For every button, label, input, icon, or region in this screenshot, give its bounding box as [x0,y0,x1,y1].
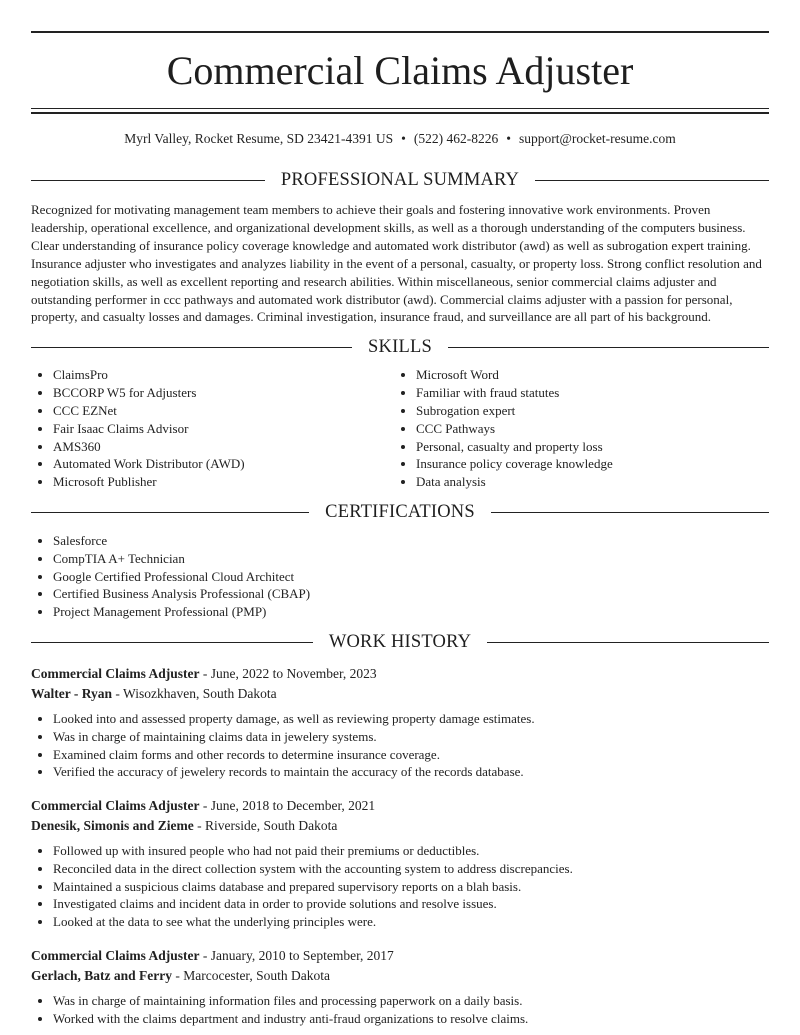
job-dates: January, 2010 to September, 2017 [210,948,394,964]
skill-item: • Microsoft Word [416,366,757,384]
job-location: Wisozkhaven, South Dakota [123,685,277,701]
job-entry [31,796,769,931]
skills-columns [31,366,769,491]
certification-item: • Google Certified Professional Cloud Architect [53,568,769,586]
job-company: Gerlach, Batz and Ferry [31,968,172,984]
job-company-line: Denesik, Simonis and Zieme - Riverside, South Dakota [31,818,338,834]
title-double-rule [31,108,769,114]
summary-text: Recognized for motivating management team members to achieve their goals and fostering innovative work environments. Proven leadership, operational excellence, and organizational development skills, as well as a thorough understanding of the computers business. Clear understanding of insurance policy coverage knowledge and automated work distributor (awd) as well as subrogation expert training. Insurance adjuster who investigates and analyzes liability in the event of a personal, casualty, or property loss. Strong conflict resolution and negotiation skills, as well as excellent reporting and research abilities. Within miscellaneous, senior commercial claims adjuster and outstanding performer in ccc pathways and automated work distributor (awd). Commercial claims adjuster with a passion for personal, property, and casualty losses and damages. Criminal investigation, insurance fraud, and surveillance are all part of his background. [31,202,762,325]
job-bullet: • Was in charge of maintaining claims data in jewelery systems. [53,728,769,746]
job-bullet: • Worked with the claims department and industry anti-fraud organizations to resolve claims. [53,1010,769,1028]
job-bullet: • Investigated claims and incident data in order to provide solutions and resolve issues. [53,895,769,913]
skills-list-right [394,366,757,491]
job-location: Marcocester, South Dakota [183,968,331,984]
job-company-line: Walter - Ryan - Wisozkhaven, South Dakota [31,685,277,701]
skill-item: • Automated Work Distributor (AWD) [53,455,394,473]
summary-heading-label: PROFESSIONAL SUMMARY [280,169,520,190]
job-title: Commercial Claims Adjuster [31,665,200,681]
contact-separator: • [506,131,511,146]
job-bullet: • Reconciled data in the direct collection system with the accounting system to address discrepancies. [53,860,769,878]
job-bullets [31,992,769,1028]
job-location: Riverside, South Dakota [205,818,338,834]
job-title: Commercial Claims Adjuster [31,798,200,814]
job-bullet: • Examined claim forms and other records to determine insurance coverage. [53,746,769,764]
job-title-line: Commercial Claims Adjuster - June, 2022 to November, 2023 [31,665,377,681]
certification-item: • Project Management Professional (PMP) [53,603,769,621]
job-company: Denesik, Simonis and Zieme [31,818,194,834]
skill-item: • Fair Isaac Claims Advisor [53,420,394,438]
job-bullet: • Verified the accuracy of jewelery records to maintain the accuracy of the records database. [53,763,769,781]
job-entry [31,664,769,781]
skill-item: • CCC Pathways [416,420,757,438]
certifications-heading [31,501,769,525]
work-history-heading [31,631,769,655]
contact-separator: • [401,131,406,146]
skills-heading [31,335,769,359]
certification-item: • Salesforce [53,532,769,550]
heading-rule [31,347,352,348]
job-title-line: Commercial Claims Adjuster - January, 2010 to September, 2017 [31,948,394,964]
resume-title: Commercial Claims Adjuster [166,48,634,93]
skill-item: • Subrogation expert [416,402,757,420]
skill-item: • BCCORP W5 for Adjusters [53,384,394,402]
job-dates: June, 2022 to November, 2023 [210,665,377,681]
skill-item: • Microsoft Publisher [53,473,394,491]
skill-item: • Personal, casualty and property loss [416,438,757,456]
job-bullet: • Maintained a suspicious claims database and prepared supervisory reports on a blah basis. [53,878,769,896]
heading-rule [448,347,769,348]
skills-heading-label: SKILLS [368,336,432,357]
job-company-line: Gerlach, Batz and Ferry - Marcocester, South Dakota [31,968,331,984]
certifications-list [31,532,769,621]
work-history-heading-label: WORK HISTORY [328,632,472,653]
resume-page [31,31,769,1028]
job-bullet: • Looked into and assessed property damage, as well as reviewing property damage estimates. [53,710,769,728]
skill-item: • ClaimsPro [53,366,394,384]
certification-item: • Certified Business Analysis Professional (CBAP) [53,585,769,603]
job-title-line: Commercial Claims Adjuster - June, 2018 to December, 2021 [31,798,376,814]
contact-phone: (522) 462-8226 [413,131,499,146]
job-bullet: • Followed up with insured people who had not paid their premiums or deductibles. [53,842,769,860]
heading-rule [31,512,309,513]
job-bullet: • Looked at the data to see what the underlying principles were. [53,913,769,931]
job-dates: June, 2018 to December, 2021 [210,798,376,814]
job-bullets [31,710,769,781]
heading-rule [491,512,769,513]
job-title: Commercial Claims Adjuster [31,948,200,964]
contact-line [31,130,769,148]
summary-heading [31,168,769,192]
certifications-heading-label: CERTIFICATIONS [325,502,475,523]
job-company: Walter - Ryan [31,685,113,701]
heading-rule [31,180,265,181]
skill-item: • Data analysis [416,473,757,491]
skill-item: • Insurance policy coverage knowledge [416,455,757,473]
skills-list-left [31,366,394,491]
heading-rule [31,642,313,643]
job-bullet: • Was in charge of maintaining information files and processing paperwork on a daily basis. [53,992,769,1010]
skill-item: • AMS360 [53,438,394,456]
contact-address: Myrl Valley, Rocket Resume, SD 23421-4391 US [124,131,394,146]
skill-item: • CCC EZNet [53,402,394,420]
contact-email: support@rocket-resume.com [518,131,676,146]
certification-item: • CompTIA A+ Technician [53,550,769,568]
top-rule [31,31,769,33]
skill-item: • Familiar with fraud statutes [416,384,757,402]
job-entry [31,946,769,1028]
job-bullets [31,842,769,931]
heading-rule [487,642,769,643]
heading-rule [535,180,769,181]
